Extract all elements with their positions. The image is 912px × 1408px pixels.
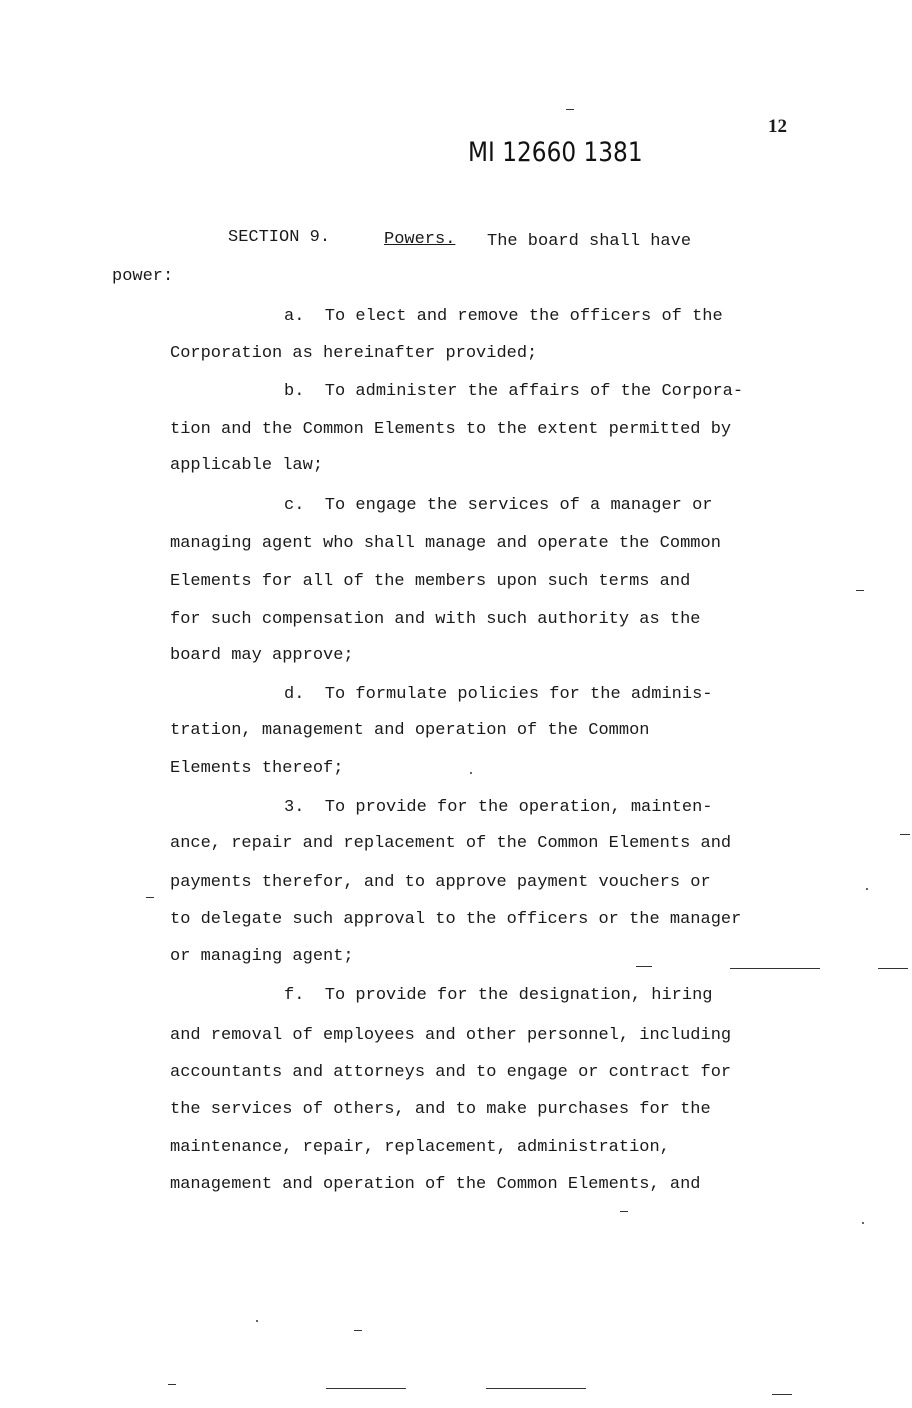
scan-speck (730, 968, 820, 969)
scan-speck (900, 834, 910, 835)
scan-dot (866, 888, 868, 890)
item-e-line-5: or managing agent; (170, 947, 354, 966)
scan-speck (856, 590, 864, 591)
item-e-line-4: to delegate such approval to the officers or the manager (170, 910, 742, 929)
item-c-line-4: for such compensation and with such authority as the (170, 610, 701, 629)
page-number: 12 (768, 116, 787, 137)
item-a-line-2: Corporation as hereinafter provided; (170, 344, 538, 363)
scan-dot (470, 772, 472, 774)
item-f-line-2: and removal of employees and other personnel, including (170, 1026, 732, 1045)
scan-speck (354, 1330, 362, 1331)
item-c-line-5: board may approve; (170, 646, 354, 665)
scan-speck (168, 1384, 176, 1385)
scan-dot (862, 1222, 864, 1224)
scan-speck (566, 109, 574, 110)
scan-speck (326, 1388, 406, 1389)
scan-speck (486, 1388, 586, 1389)
item-f-line-5: maintenance, repair, replacement, administration, (170, 1138, 670, 1157)
item-f-line-1: f. To provide for the designation, hiring (284, 986, 713, 1005)
item-e-line-2: ance, repair and replacement of the Common Elements and (170, 834, 732, 853)
item-b-line-3: applicable law; (170, 456, 324, 475)
item-c-line-3: Elements for all of the members upon such terms and (170, 572, 691, 591)
item-f-line-6: management and operation of the Common Elements, and (170, 1175, 701, 1194)
item-d-line-1: d. To formulate policies for the adminis- (284, 685, 713, 704)
scan-dot (256, 1320, 258, 1322)
item-f-line-3: accountants and attorneys and to engage or contract for (170, 1063, 732, 1082)
item-c-line-2: managing agent who shall manage and operate the Common (170, 534, 721, 553)
scan-speck (772, 1394, 792, 1395)
recording-stamp: MI 12660 1381 (468, 137, 643, 168)
scan-speck (620, 1211, 628, 1212)
item-e-line-1: 3. To provide for the operation, mainten- (284, 798, 713, 817)
item-a-line-1: a. To elect and remove the officers of the (284, 307, 723, 326)
item-e-line-3: payments therefor, and to approve payment vouchers or (170, 873, 711, 892)
item-f-line-4: the services of others, and to make purchases for the (170, 1100, 711, 1119)
section-heading: Powers. (384, 230, 456, 249)
section-intro: The board shall have (487, 232, 692, 251)
item-d-line-2: tration, management and operation of the Common (170, 721, 650, 740)
item-d-line-3: Elements thereof; (170, 759, 344, 778)
item-b-line-1: b. To administer the affairs of the Corpora- (284, 382, 744, 401)
section-intro-continued: power: (112, 267, 174, 286)
section-label: SECTION 9. (228, 228, 331, 247)
item-c-line-1: c. To engage the services of a manager or (284, 496, 713, 515)
scan-speck (878, 968, 908, 969)
scan-speck (636, 966, 652, 967)
item-b-line-2: tion and the Common Elements to the extent permitted by (170, 420, 732, 439)
scan-speck (146, 897, 154, 898)
